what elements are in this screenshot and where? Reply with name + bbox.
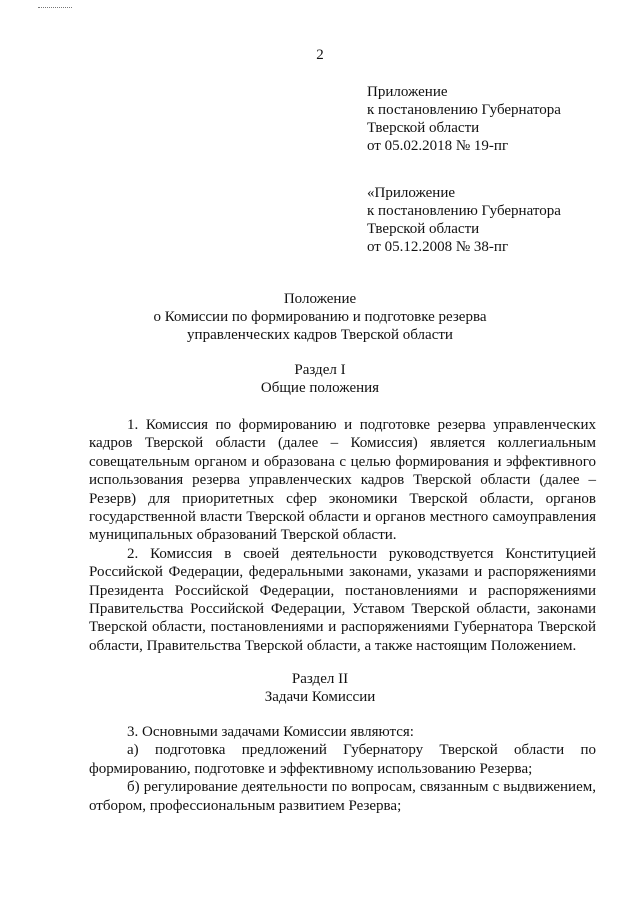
section-1-heading [0,361,640,397]
appendix-line: от 05.12.2008 № 38-пг [367,239,509,255]
section-2-body [89,723,596,815]
appendix-line: «Приложение [367,185,456,201]
title-line: Положение [283,291,357,307]
section-1-body [89,416,596,655]
appendix-original-reference [367,184,617,256]
appendix-line: Приложение [367,84,448,100]
paragraph: 1. Комиссия по формированию и подготовке резерва управленческих кадров Тверской области (далее – Комиссия) является коллегиальным совещательным органом и образована с целью формирования и эффективного использования резерва управленческих кадров Тверской области (далее – Резерв) для приоритетных сфер экономики Тверской области, органов государственной власти Тверской области и органов местного самоуправления муниципальных образований Тверской области. [89,417,596,544]
appendix-line: к постановлению Губернатора [367,102,561,118]
title-line: управленческих кадров Тверской области [187,327,453,343]
section-number: Раздел II [291,671,349,687]
appendix-current-reference [367,83,617,155]
section-name: Задачи Комиссии [264,689,376,705]
paragraph: 2. Комиссия в своей деятельности руководствуется Конституцией Российской Федерации, федеральными законами, указами и распоряжениями Президента Российской Федерации, постановлениями и распоряжениями Правительства Российской Федерации, Уставом Тверской области, законами Тверской области, постановлениями и распоряжениями Губернатора Тверской области, Правительства Тверской области, а также настоящим Положением. [89,545,596,654]
paragraph: 3. Основными задачами Комиссии являются: [127,724,414,740]
appendix-line: Тверской области [367,221,480,237]
document-title [0,290,640,344]
section-2-heading [0,670,640,706]
section-name: Общие положения [260,380,380,396]
section-number: Раздел I [294,362,346,378]
list-item: а) подготовка предложений Губернатору Тверской области по формированию, подготовке и эффективному использованию Резерва; [89,742,596,777]
scan-artifact [38,7,72,9]
appendix-line: к постановлению Губернатора [367,203,561,219]
appendix-line: Тверской области [367,120,480,136]
list-item: б) регулирование деятельности по вопросам, связанным с выдвижением, отбором, профессиональным развитием Резерва; [89,779,596,814]
page-number: 2 [316,47,324,63]
appendix-line: от 05.02.2018 № 19-пг [367,138,509,154]
title-line: о Комиссии по формированию и подготовке резерва [153,309,487,325]
